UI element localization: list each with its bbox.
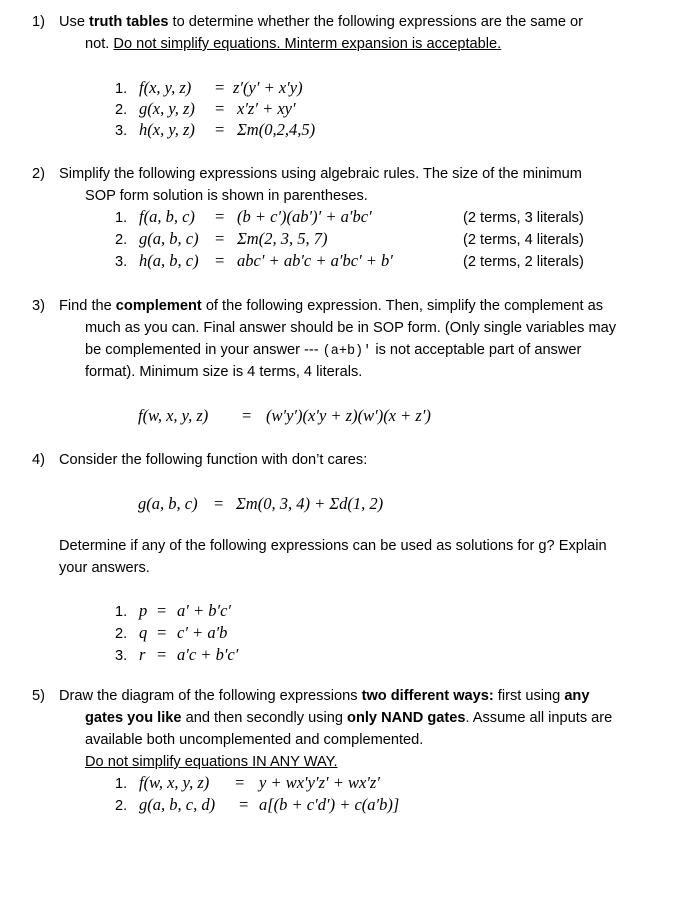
equals-sign: = — [215, 251, 225, 270]
expression-rhs: a′ + b′c′ — [177, 601, 232, 620]
expression-rhs: Σm(2, 3, 5, 7) — [237, 229, 328, 248]
question-4-number: 4) — [32, 452, 45, 468]
equals-sign: = — [214, 494, 224, 513]
expression-rhs: c′ + a′b — [177, 623, 228, 642]
question-3-line-1 — [59, 298, 603, 314]
equals-sign: = — [215, 229, 225, 248]
equals-sign: = — [215, 78, 225, 97]
expression-lhs: f(x, y, z) — [139, 78, 192, 97]
item-number: 3. — [115, 254, 128, 270]
q5-bold-text: gates you like — [85, 710, 182, 726]
question-5-line-4: Do not simplify equations IN ANY WAY. — [85, 754, 338, 770]
question-5-line-2 — [85, 710, 612, 726]
q1-text: Use — [59, 14, 90, 30]
expression-lhs: r — [139, 645, 146, 664]
expression-lhs: g(x, y, z) — [139, 99, 195, 118]
question-2-number: 2) — [32, 166, 45, 182]
question-1-line-1 — [59, 14, 583, 30]
q5-text: . Assume all inputs are — [465, 710, 613, 726]
q5-bold-text: any — [564, 688, 590, 704]
question-5-line-3: available both uncomplemented and complemented. — [85, 732, 424, 748]
question-3-line-2: much as you can. Final answer should be in SOP form. (Only single variables may — [85, 320, 617, 336]
expression-lhs: g(a, b, c) — [139, 229, 199, 248]
q3-text: is not acceptable part of answer — [371, 342, 582, 358]
q3-text: Find the — [59, 298, 116, 314]
q5-text: and then secondly using — [181, 710, 348, 726]
expression-rhs: z′(y′ + x′y) — [233, 78, 303, 97]
expression-rhs: x′z′ + xy′ — [237, 99, 296, 118]
q1-text: not. — [85, 36, 114, 52]
question-4-line-2: Determine if any of the following expressions can be used as solutions for g? Explain — [59, 538, 607, 554]
expression-rhs: Σm(0, 3, 4) + Σd(1, 2) — [236, 494, 384, 513]
q5-text: Draw the diagram of the following expressions — [59, 688, 362, 704]
question-3-line-3 — [85, 342, 581, 359]
expression-rhs: y + wx′y′z′ + wx′z′ — [259, 773, 380, 792]
equals-sign: = — [157, 601, 167, 620]
item-number: 3. — [115, 123, 128, 139]
expression-rhs: abc′ + ab′c + a′bc′ + b′ — [237, 251, 393, 270]
equals-sign: = — [215, 207, 225, 226]
item-number: 1. — [115, 81, 128, 97]
expression-lhs: g(a, b, c) — [138, 494, 198, 513]
equals-sign: = — [157, 645, 167, 664]
item-number: 2. — [115, 626, 128, 642]
expression-lhs: h(x, y, z) — [139, 120, 195, 139]
question-3-number: 3) — [32, 298, 45, 314]
question-2-line-2: SOP form solution is shown in parentheses. — [85, 188, 368, 204]
q3-text: be complemented in your answer --- — [85, 342, 323, 358]
q1-text: to determine whether the following expressions are the same or — [168, 14, 584, 30]
expression-lhs: q — [139, 623, 148, 642]
solution-size-hint: (2 terms, 3 literals) — [463, 210, 584, 226]
q5-bold-text: only NAND gates — [347, 710, 466, 726]
solution-size-hint: (2 terms, 2 literals) — [463, 254, 584, 270]
item-number: 1. — [115, 210, 128, 226]
q3-code-text: (a+b)' — [322, 344, 372, 359]
q5-bold-text: two different ways: — [361, 688, 494, 704]
question-4-line-3: your answers. — [59, 560, 150, 576]
expression-rhs: (b + c′)(ab′)′ + a′bc′ — [237, 207, 372, 226]
question-5-line-1 — [59, 688, 589, 704]
question-2-line-1: Simplify the following expressions using algebraic rules. The size of the minimum — [59, 166, 582, 182]
expression-rhs: (w′y′)(x′y + z)(w′)(x + z′) — [266, 406, 431, 425]
question-1-line-2 — [85, 36, 501, 52]
expression-lhs: f(w, x, y, z) — [139, 773, 210, 792]
item-number: 2. — [115, 102, 128, 118]
q3-text: of the following expression. Then, simplify the complement as — [201, 298, 604, 314]
equals-sign: = — [157, 623, 167, 642]
equals-sign: = — [239, 795, 249, 814]
item-number: 3. — [115, 648, 128, 664]
expression-lhs: p — [139, 601, 148, 620]
expression-lhs: f(a, b, c) — [139, 207, 195, 226]
item-number: 2. — [115, 798, 128, 814]
equals-sign: = — [215, 120, 225, 139]
q1-underlined-text: Do not simplify equations. Minterm expansion is acceptable. — [113, 36, 502, 52]
q3-bold-text: complement — [115, 298, 202, 314]
q5-text: first using — [493, 688, 565, 704]
question-1-number: 1) — [32, 14, 45, 30]
expression-rhs: a[(b + c′d′) + c(a′b)] — [259, 795, 400, 814]
solution-size-hint: (2 terms, 4 literals) — [463, 232, 584, 248]
q1-bold-text: truth tables — [89, 14, 169, 30]
question-3-line-4: format). Minimum size is 4 terms, 4 literals. — [85, 364, 363, 380]
item-number: 1. — [115, 776, 128, 792]
expression-lhs: g(a, b, c, d) — [139, 795, 216, 814]
item-number: 1. — [115, 604, 128, 620]
expression-rhs: Σm(0,2,4,5) — [237, 120, 316, 139]
equals-sign: = — [235, 773, 245, 792]
question-5-number: 5) — [32, 688, 45, 704]
equals-sign: = — [215, 99, 225, 118]
equals-sign: = — [242, 406, 252, 425]
question-4-line-1: Consider the following function with don’t cares: — [59, 452, 368, 468]
expression-lhs: h(a, b, c) — [139, 251, 199, 270]
item-number: 2. — [115, 232, 128, 248]
expression-lhs: f(w, x, y, z) — [138, 406, 209, 425]
expression-rhs: a′c + b′c′ — [177, 645, 239, 664]
